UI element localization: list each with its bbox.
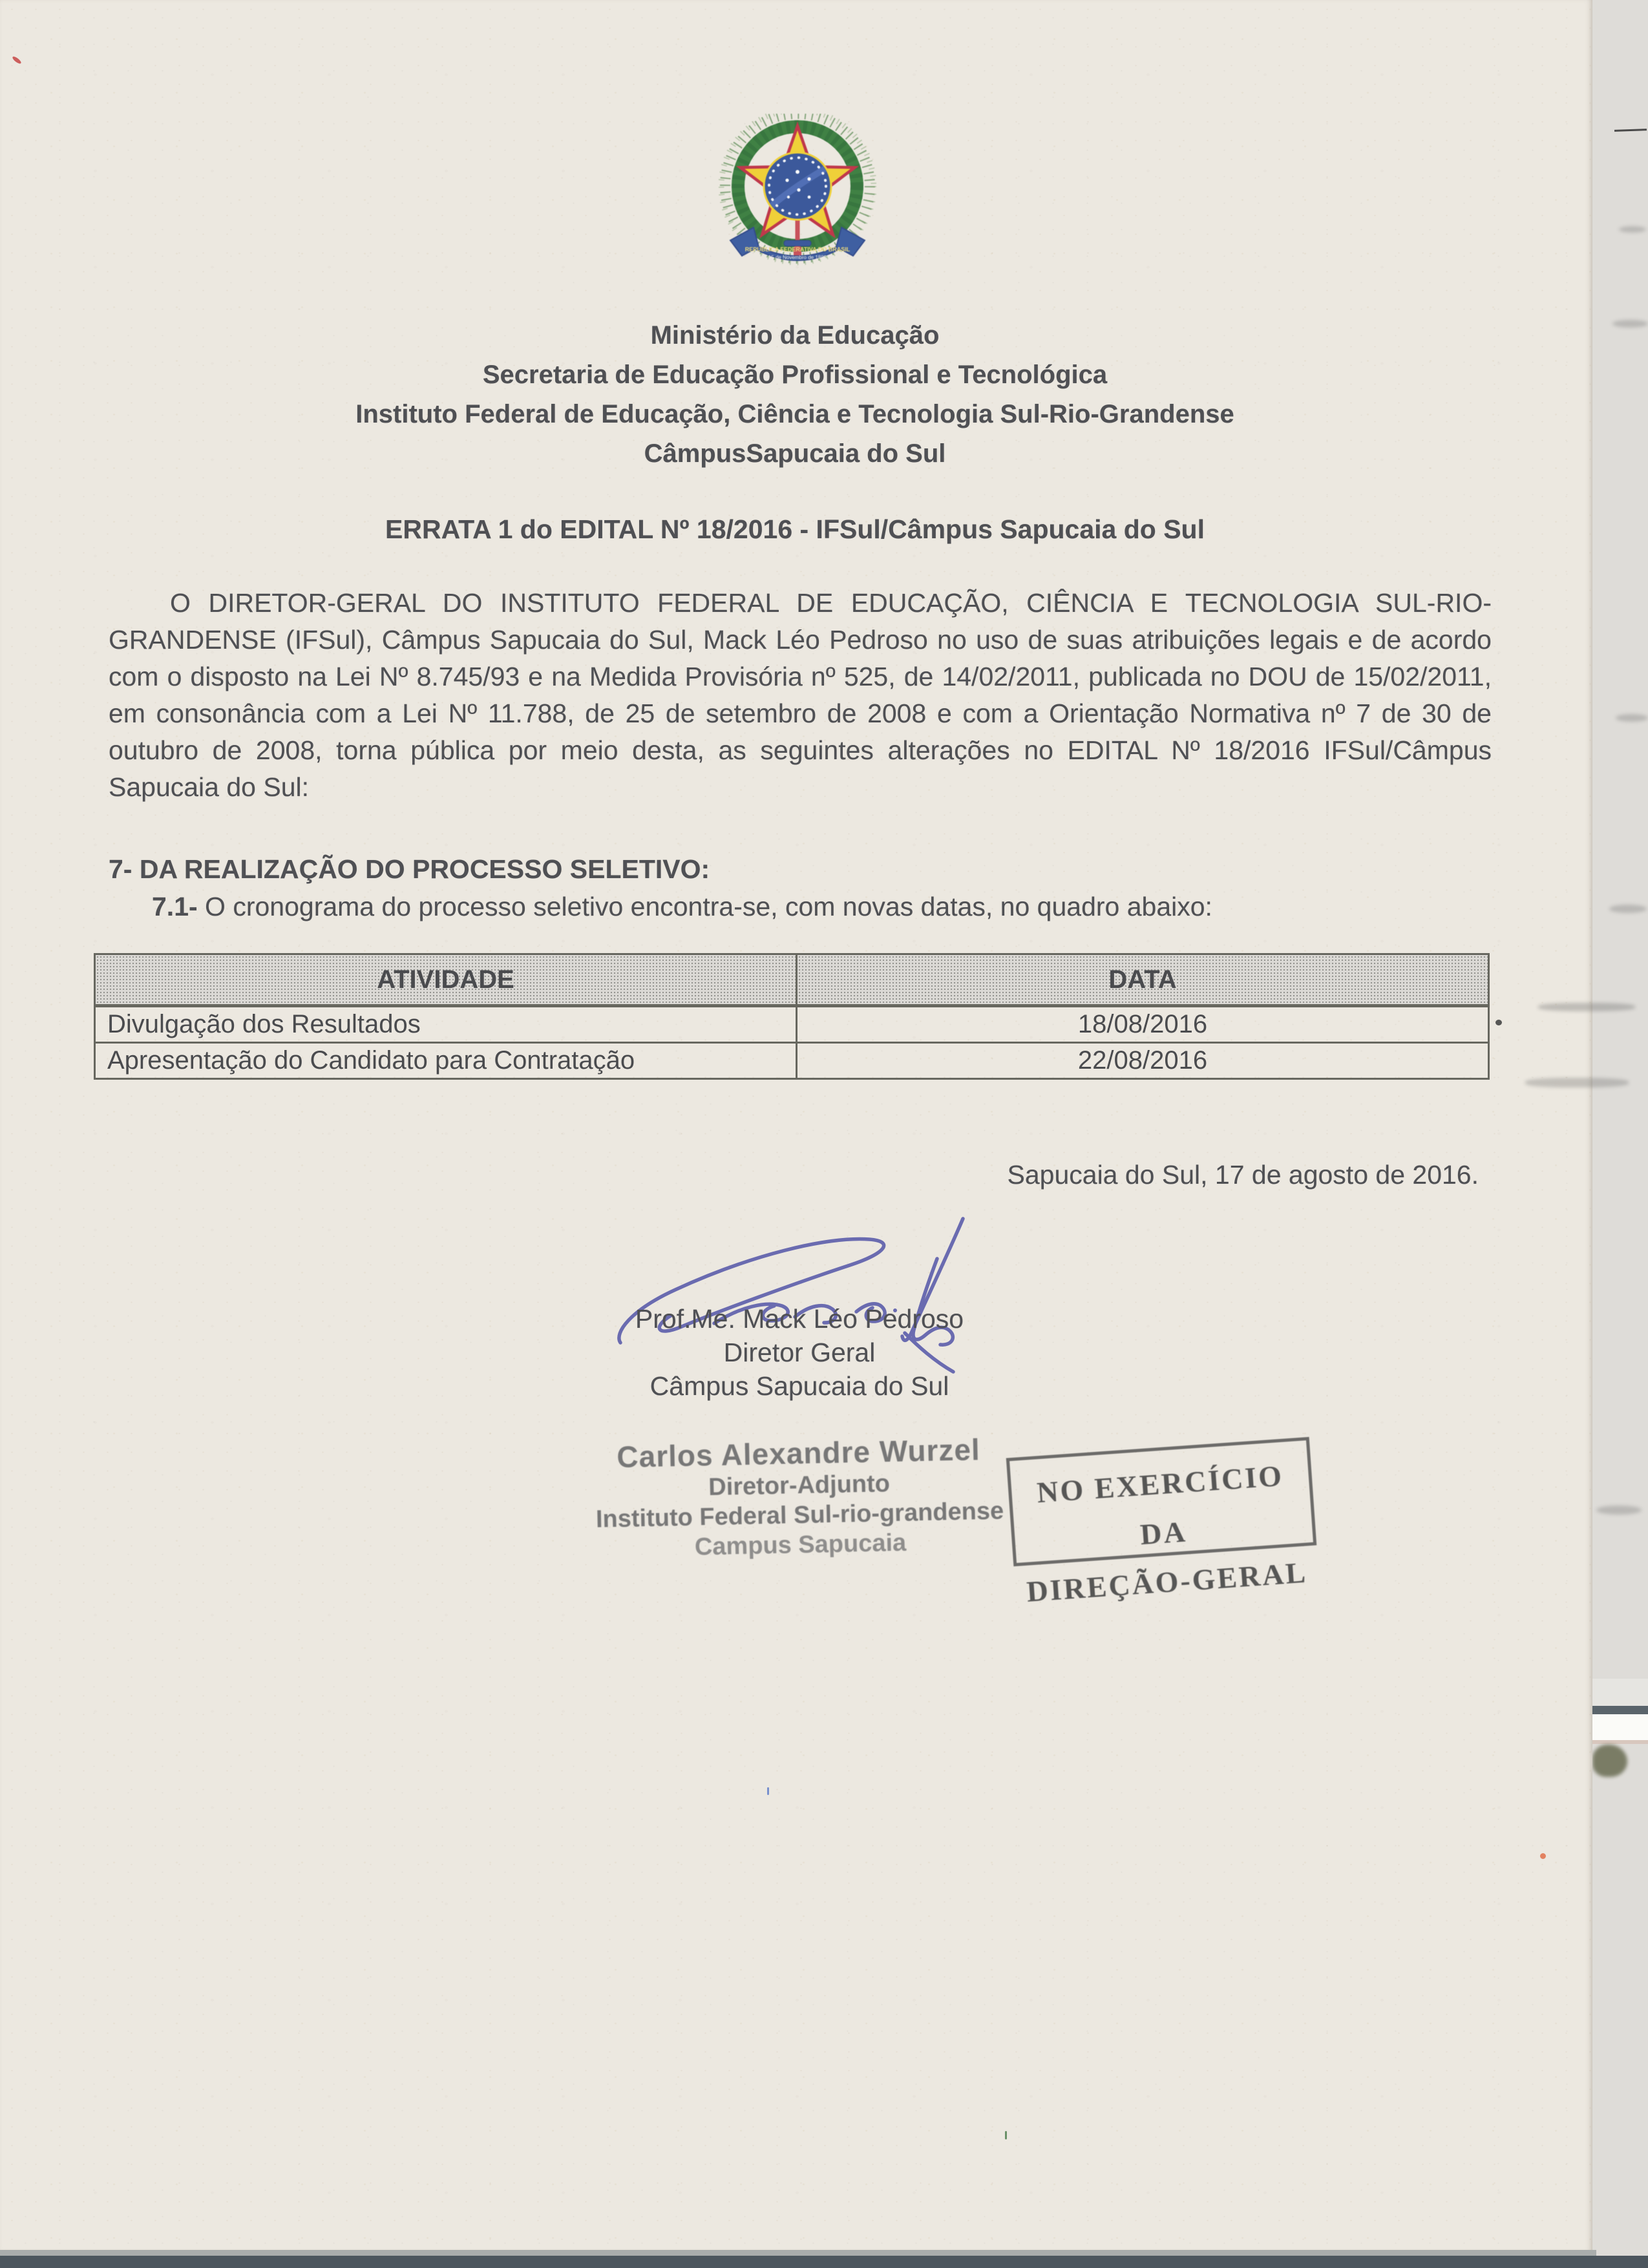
paper-fiber-blue	[767, 1787, 769, 1795]
scanner-band	[1591, 1679, 1648, 1707]
cell-date-1: 18/08/2016	[797, 1006, 1489, 1043]
stamp-line-2: DIREÇÃO-GERAL	[1025, 1555, 1309, 1608]
letterhead-line-campus: CâmpusSapucaia do Sul	[644, 439, 946, 468]
column-header-date: DATA	[797, 954, 1489, 1006]
column-header-activity: ATIVIDADE	[95, 954, 797, 1006]
paper-speck-red	[12, 56, 22, 65]
smudge	[1538, 1003, 1635, 1011]
scanner-bottom-band	[0, 2256, 1648, 2268]
scanner-streak	[1619, 226, 1646, 233]
section-item-text: O cronograma do processo seletivo encontra-se, com novas datas, no quadro abaixo:	[197, 892, 1212, 921]
stamp-line-1: NO EXERCÍCIO DA	[1035, 1458, 1285, 1551]
letterhead-line-institute: Instituto Federal de Educação, Ciência e Tecnologia Sul-Rio-Grandense	[355, 400, 1234, 428]
letterhead	[90, 316, 1499, 474]
cell-activity-2: Apresentação do Candidato para Contratação	[95, 1043, 797, 1079]
preamble-paragraph: O DIRETOR-GERAL DO INSTITUTO FEDERAL DE EDUCAÇÃO, CIÊNCIA E TECNOLOGIA SUL-RIO-GRANDENSE (IFSul), Câmpus Sapucaia do Sul, Mack Léo Pedroso no uso de suas atribuições legais e de acordo com o disposto na Lei Nº 8.745/93 e na Medida Provisória nº 525, de 14/02/2011, publicada no DOU de 15/02/2011, em consonância com a Lei Nº 11.788, de 25 de setembro de 2008 e com a Orientação Normativa nº 7 de 30 de outubro de 2008, torna pública por meio desta, as seguintes alterações no EDITAL Nº 18/2016 IFSul/Câmpus Sapucaia do Sul:	[109, 588, 1492, 802]
scanner-band	[1591, 1706, 1648, 1714]
letterhead-line-secretariat: Secretaria de Educação Profissional e Tecnológica	[482, 361, 1108, 389]
exercise-of-direction-stamp	[1006, 1437, 1317, 1608]
scanner-band	[1591, 1714, 1648, 1740]
stamp-signer-name: Carlos Alexandre Wurzel	[616, 1433, 981, 1474]
ink-dot	[1495, 1020, 1502, 1025]
document-title: ERRATA 1 do EDITAL Nº 18/2016 - IFSul/Câmpus Sapucaia do Sul	[385, 514, 1205, 544]
letterhead-line-ministry: Ministério da Educação	[650, 321, 940, 350]
section-item-7-1	[109, 892, 1492, 922]
table-row	[95, 1043, 1489, 1079]
place-date-line: Sapucaia do Sul, 17 de agosto de 2016.	[1007, 1160, 1479, 1190]
signature-block	[541, 1302, 1058, 1403]
scanner-streak	[1616, 714, 1648, 722]
stamp-signer-campus: Campus Sapucaia	[694, 1529, 907, 1561]
emblem-ribbon-text-2: 15 de Novembro de 1889	[768, 255, 827, 260]
schedule-table	[94, 953, 1490, 1080]
signer-campus: Câmpus Sapucaia do Sul	[650, 1371, 949, 1401]
section-heading: 7- DA REALIZAÇÃO DO PROCESSO SELETIVO:	[109, 854, 710, 884]
section-item-number: 7.1-	[152, 892, 198, 921]
cell-date-2: 22/08/2016	[797, 1043, 1489, 1079]
scanner-smudge	[1592, 1745, 1627, 1777]
brazil-coat-of-arms	[719, 114, 876, 277]
table-header-row	[95, 954, 1489, 1006]
signer-role: Diretor Geral	[723, 1338, 876, 1367]
paper-speck-orange	[1540, 1853, 1546, 1859]
cell-activity-1: Divulgação dos Resultados	[95, 1006, 797, 1043]
stamp-signer-role: Diretor-Adjunto	[708, 1470, 891, 1501]
table-row	[95, 1006, 1489, 1043]
stamp-signer-org: Instituto Federal Sul-rio-grandense	[595, 1497, 1004, 1533]
scanner-streak	[1612, 320, 1648, 328]
emblem-ribbon-text-1: REPÚBLICA FEDERATIVA DO BRASIL	[745, 246, 850, 253]
smudge	[1525, 1078, 1629, 1087]
scanner-background-right	[1591, 0, 1648, 2268]
scanner-streak	[1596, 1506, 1642, 1515]
scanner-band	[1591, 1740, 1648, 1744]
signer-name: Prof.Me. Mack Léo Pedroso	[635, 1304, 964, 1334]
paper-fiber-green	[1005, 2131, 1007, 2139]
scanner-streak	[1609, 905, 1647, 913]
stamp-signer-block	[540, 1431, 1059, 1566]
